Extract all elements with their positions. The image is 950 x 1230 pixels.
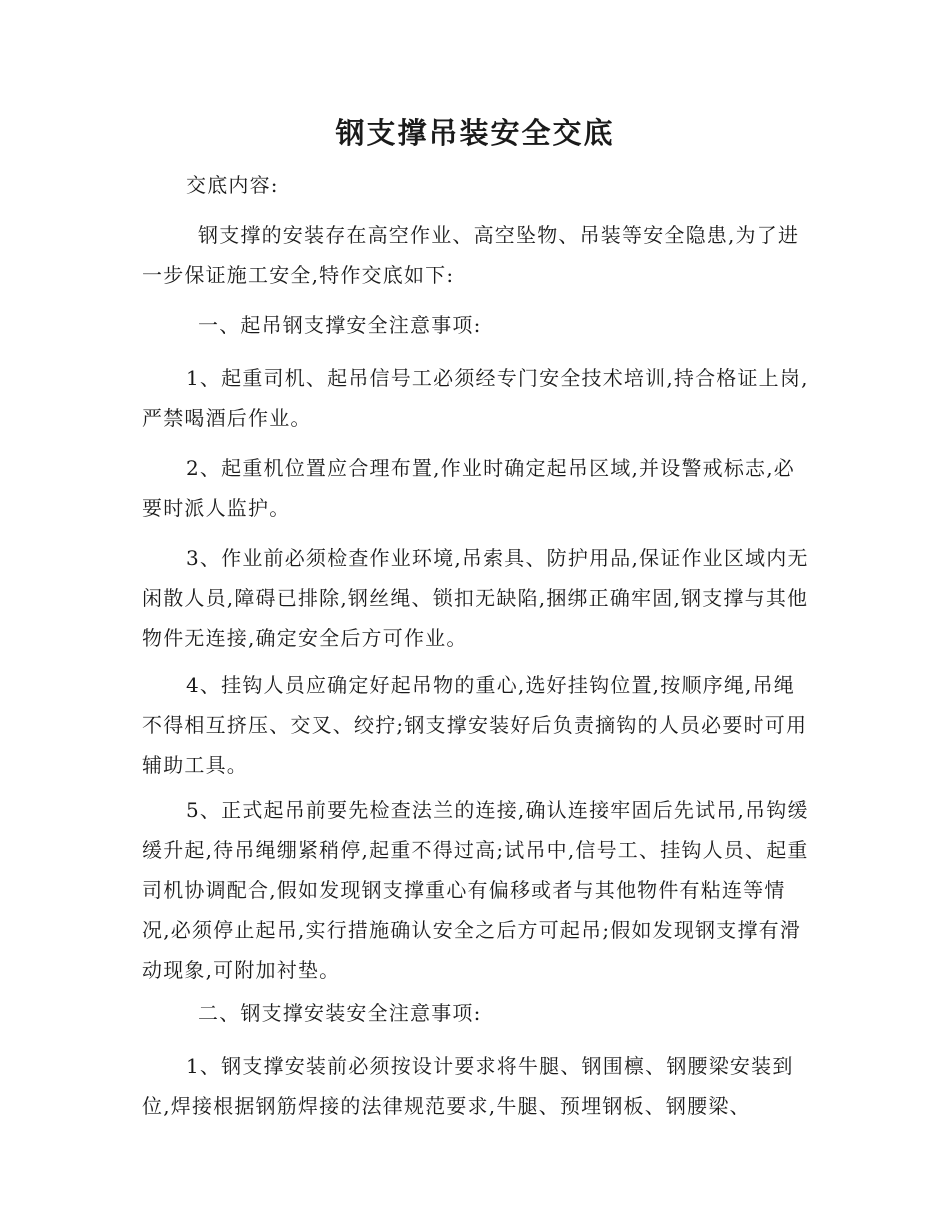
paragraph-item-1-5: 5、正式起吊前要先检查法兰的连接,确认连接牢固后先试吊,吊钩缓缓升起,待吊绳绷紧稍停,起重不得过高;试吊中,信号工、挂钩人员、起重司机协调配合,假如发现钢支撑重心有偏移或者与其他物件有粘连等情况,必须停止起吊,实行措施确认安全之后方可起吊;假如发现钢支撑有滑动现象,可附加衬垫。 <box>142 798 809 982</box>
paragraph-item-2-1: 1、钢支撑安装前必须按设计要求将牛腿、钢围檩、钢腰梁安装到位,焊接根据钢筋焊接的法律规范要求,牛腿、预埋钢板、钢腰梁、 <box>142 1054 794 1118</box>
section-heading-2: 二、钢支撑安装安全注意事项: <box>198 1001 482 1025</box>
paragraph-item-1-4: 4、挂钩人员应确定好起吊物的重心,选好挂钩位置,按顺序绳,吊绳不得相互挤压、交叉、绞拧;钢支撑安装好后负责摘钩的人员必要时可用辅助工具。 <box>142 673 808 777</box>
section-heading-1: 一、起吊钢支撑安全注意事项: <box>198 313 482 337</box>
paragraph-item-1-1: 1、起重司机、起吊信号工必须经专门安全技术培训,持合格证上岗,严禁喝酒后作业。 <box>142 366 809 430</box>
document-title: 钢支撑吊装安全交底 <box>335 116 615 150</box>
paragraph-intro-label: 交底内容: <box>186 173 279 197</box>
paragraph-item-1-3: 3、作业前必须检查作业环境,吊索具、防护用品,保证作业区域内无闲散人员,障碍已排除,钢丝绳、锁扣无缺陷,捆绑正确牢固,钢支撑与其他物件无连接,确定安全后方可作业。 <box>142 546 809 650</box>
paragraph-item-1-2: 2、起重机位置应合理布置,作业时确定起吊区域,并设警戒标志,必要时派人监护。 <box>142 456 795 520</box>
paragraph-intro: 钢支撑的安装存在高空作业、高空坠物、吊装等安全隐患,为了进一步保证施工安全,特作交底如下: <box>142 223 800 287</box>
